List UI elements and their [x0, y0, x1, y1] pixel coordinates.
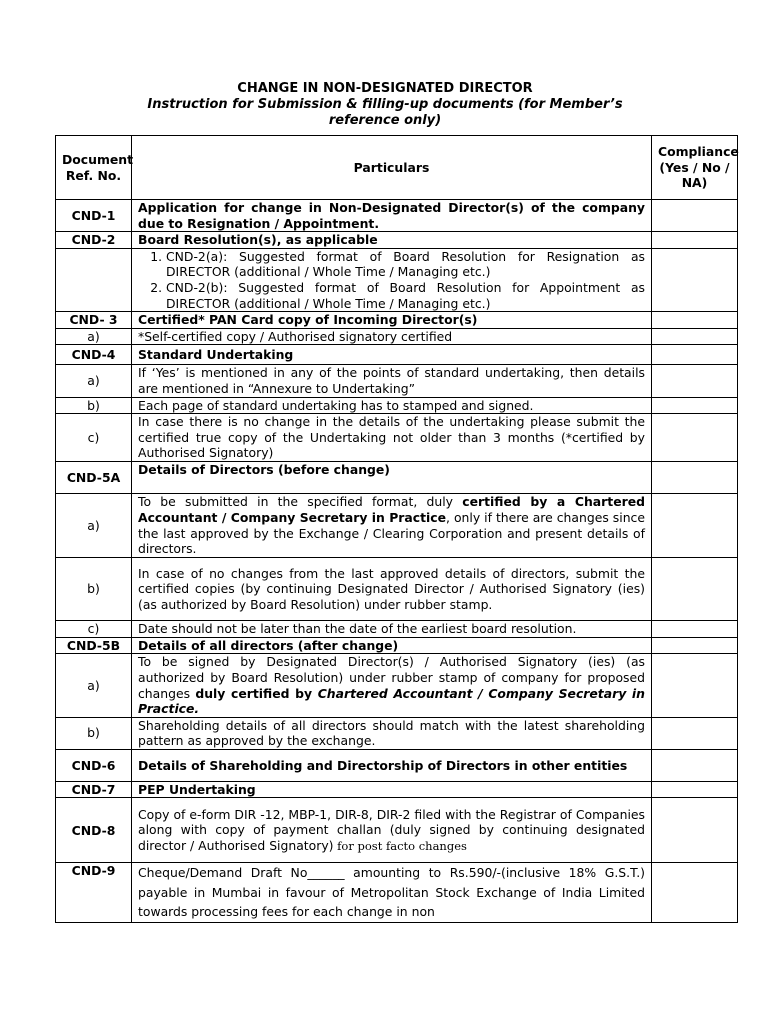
- row-particulars: In case of no changes from the last approved details of directors, submit the certified copies (by continuing Designated Director / Authorised Signatory (ies) (as authorized by Board Resolution) under rubber stamp.: [132, 558, 652, 621]
- table-row: [56, 798, 738, 863]
- table-row: [56, 312, 738, 329]
- document-subtitle: Instruction for Submission & filling-up documents (for Member’s reference only): [147, 97, 623, 128]
- table-row: [56, 717, 738, 749]
- text-segment: To be signed by Designated Director(s) / Authorised Signatory (ies) (as authorized by Board Resolution) under rubber stamp of company for proposed changes: [138, 654, 645, 701]
- bold-segment: certified by a Chartered Accountant / Company Secretary in Practice: [138, 494, 645, 526]
- compliance-cell[interactable]: [652, 232, 738, 249]
- row-particulars: Each page of standard undertaking has to stamped and signed.: [132, 397, 652, 414]
- row-ref: CND- 3: [56, 312, 132, 329]
- row-particulars: PEP Undertaking: [132, 781, 652, 798]
- row-ref: CND-9: [56, 863, 132, 923]
- compliance-cell[interactable]: [652, 312, 738, 329]
- table-row: [56, 328, 738, 345]
- compliance-cell[interactable]: [652, 558, 738, 621]
- compliance-cell[interactable]: [652, 494, 738, 558]
- compliance-cell[interactable]: [652, 328, 738, 345]
- board-resolution-list: [138, 249, 645, 311]
- row-particulars: [132, 248, 652, 311]
- text-segment: To be submitted in the specified format, duly: [138, 494, 463, 510]
- instructions-table: [55, 135, 738, 923]
- row-particulars: Details of Directors (before change): [132, 462, 652, 494]
- compliance-cell[interactable]: [652, 365, 738, 397]
- row-particulars: Cheque/Demand Draft No______ amounting to Rs.590/-(inclusive 18% G.S.T.) payable in Mumbai in favour of Metropolitan Stock Exchange of India Limited towards processing fees for each change in non: [132, 863, 652, 923]
- table-header-row: [56, 136, 738, 200]
- row-particulars: Shareholding details of all directors should match with the latest shareholding pattern as approved by the exchange.: [132, 717, 652, 749]
- serif-segment: for post facto changes: [333, 838, 467, 853]
- table-row: [56, 248, 738, 311]
- list-item: 1. CND-2(a): Suggested format of Board Resolution for Resignation as DIRECTOR (additional / Whole Time / Managing etc.): [166, 249, 645, 280]
- col-header-compliance: Compliance (Yes / No / NA): [652, 136, 738, 200]
- table-row: [56, 637, 738, 654]
- compliance-cell[interactable]: [652, 200, 738, 232]
- table-row: [56, 621, 738, 638]
- row-ref: b): [56, 717, 132, 749]
- compliance-cell[interactable]: [652, 749, 738, 781]
- row-particulars: Application for change in Non-Designated Director(s) of the company due to Resignation / Appointment.: [132, 200, 652, 232]
- table-row: [56, 414, 738, 462]
- compliance-cell[interactable]: [652, 717, 738, 749]
- row-particulars: [132, 494, 652, 558]
- table-row: [56, 200, 738, 232]
- compliance-cell[interactable]: [652, 397, 738, 414]
- row-particulars: If ‘Yes’ is mentioned in any of the points of standard undertaking, then details are mentioned in “Annexure to Undertaking”: [132, 365, 652, 397]
- row-ref: b): [56, 397, 132, 414]
- text-segment: , only if there are changes since the last approved by the Exchange / Clearing Corporation and present details of directors.: [138, 510, 645, 557]
- table-row: [56, 749, 738, 781]
- row-ref: [56, 248, 132, 311]
- row-particulars: Certified* PAN Card copy of Incoming Director(s): [132, 312, 652, 329]
- row-ref: CND-5B: [56, 637, 132, 654]
- table-row: [56, 781, 738, 798]
- row-ref: a): [56, 365, 132, 397]
- row-particulars: *Self-certified copy / Authorised signatory certified: [132, 328, 652, 345]
- table-row: [56, 232, 738, 249]
- row-particulars: Board Resolution(s), as applicable: [132, 232, 652, 249]
- compliance-cell[interactable]: [652, 798, 738, 863]
- table-row: [56, 345, 738, 365]
- row-ref: CND-2: [56, 232, 132, 249]
- compliance-cell[interactable]: [652, 462, 738, 494]
- row-ref: CND-4: [56, 345, 132, 365]
- row-ref: CND-1: [56, 200, 132, 232]
- row-ref: a): [56, 494, 132, 558]
- compliance-cell[interactable]: [652, 637, 738, 654]
- row-particulars: Standard Undertaking: [132, 345, 652, 365]
- row-particulars: [132, 798, 652, 863]
- bold-segment: duly certified by: [195, 685, 318, 701]
- row-particulars: Details of Shareholding and Directorship of Directors in other entities: [132, 749, 652, 781]
- row-particulars: Details of all directors (after change): [132, 637, 652, 654]
- compliance-cell[interactable]: [652, 248, 738, 311]
- table-row: [56, 397, 738, 414]
- table-row: [56, 654, 738, 717]
- list-item: 2. CND-2(b): Suggested format of Board Resolution for Appointment as DIRECTOR (additional / Whole Time / Managing etc.): [166, 280, 645, 311]
- compliance-cell[interactable]: [652, 863, 738, 923]
- compliance-cell[interactable]: [652, 414, 738, 462]
- table-row: [56, 365, 738, 397]
- compliance-cell[interactable]: [652, 621, 738, 638]
- row-ref: b): [56, 558, 132, 621]
- col-header-ref: Document Ref. No.: [56, 136, 132, 200]
- compliance-cell[interactable]: [652, 781, 738, 798]
- table-row: [56, 558, 738, 621]
- row-ref: CND-5A: [56, 462, 132, 494]
- row-particulars: In case there is no change in the details of the undertaking please submit the certified true copy of the Undertaking not older than 3 months (*certified by Authorised Signatory): [132, 414, 652, 462]
- table-row: [56, 462, 738, 494]
- row-particulars: [132, 654, 652, 717]
- row-ref: a): [56, 328, 132, 345]
- row-ref: c): [56, 414, 132, 462]
- row-ref: CND-7: [56, 781, 132, 798]
- row-ref: c): [56, 621, 132, 638]
- text-segment: Copy of e-form DIR -12, MBP-1, DIR-8, DIR-2 filed with the Registrar of Companies along with copy of payment challan (duly signed by continuing designated director / Authorised Signatory): [138, 806, 645, 853]
- row-particulars: Date should not be later than the date of the earliest board resolution.: [132, 621, 652, 638]
- col-header-particulars: Particulars: [132, 136, 652, 200]
- row-ref: CND-8: [56, 798, 132, 863]
- compliance-cell[interactable]: [652, 345, 738, 365]
- row-ref: a): [56, 654, 132, 717]
- row-ref: CND-6: [56, 749, 132, 781]
- compliance-cell[interactable]: [652, 654, 738, 717]
- table-row: [56, 494, 738, 558]
- bold-italic-segment: Chartered Accountant / Company Secretary in Practice.: [138, 685, 645, 717]
- table-row: [56, 863, 738, 923]
- document-title: CHANGE IN NON-DESIGNATED DIRECTOR: [237, 81, 533, 96]
